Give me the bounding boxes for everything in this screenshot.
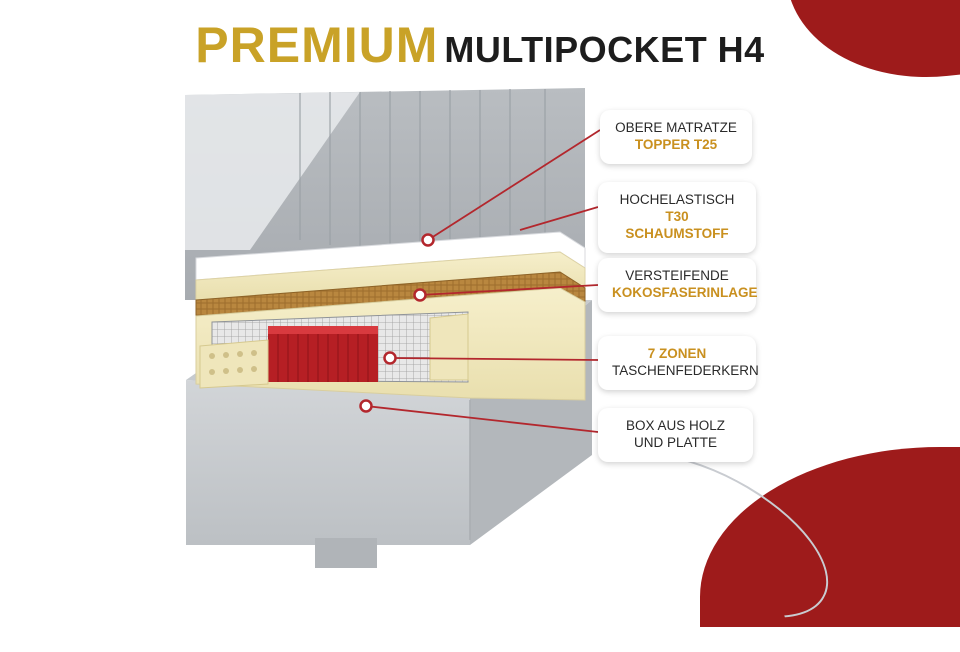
- callout-coconut-line1: VERSTEIFENDE: [625, 268, 729, 283]
- leader-lines: [366, 130, 600, 432]
- callout-foam-line2: T30 SCHAUMSTOFF: [625, 208, 729, 241]
- callout-coconut-line2: KOKOSFASERINLAGE: [612, 284, 758, 300]
- page-title: [0, 16, 960, 74]
- callout-coconut: [598, 258, 756, 312]
- callout-topper-line1: OBERE MATRATZE: [615, 120, 737, 135]
- perforated-foam-edge: [200, 340, 268, 388]
- drawer-handle: [549, 315, 563, 329]
- foam-layer-top: [196, 252, 585, 300]
- callout-box-line2: UND PLATTE: [633, 434, 717, 450]
- topper-layer: [196, 232, 585, 280]
- foam-edge-right: [430, 314, 468, 380]
- mattress-stack: [196, 232, 585, 400]
- brand-word: PREMIUM: [195, 17, 439, 73]
- callout-pocket-springs-line2: TASCHENFEDERKERN: [612, 362, 759, 378]
- callout-box-line1: BOX AUS HOLZ: [625, 418, 726, 433]
- foam-body: [196, 288, 585, 400]
- callout-topper-line2: TOPPER T25: [634, 136, 718, 152]
- leader-dots: [361, 235, 434, 412]
- callout-box: [598, 408, 753, 462]
- headboard: [185, 88, 585, 300]
- callout-pocket-springs: [598, 336, 759, 390]
- model-word: MULTIPOCKET H4: [444, 29, 765, 70]
- pocket-spring-core: [212, 312, 468, 382]
- wooden-box-base: [186, 300, 592, 568]
- callout-pocket-springs-line1: 7 ZONEN: [647, 346, 707, 361]
- coconut-layer: [196, 272, 585, 316]
- red-spring-block: [268, 326, 378, 382]
- callout-topper: [600, 110, 752, 164]
- bed-foot: [315, 538, 377, 568]
- callout-foam-line1: HOCHELASTISCH: [619, 192, 735, 207]
- callout-foam: [598, 182, 756, 253]
